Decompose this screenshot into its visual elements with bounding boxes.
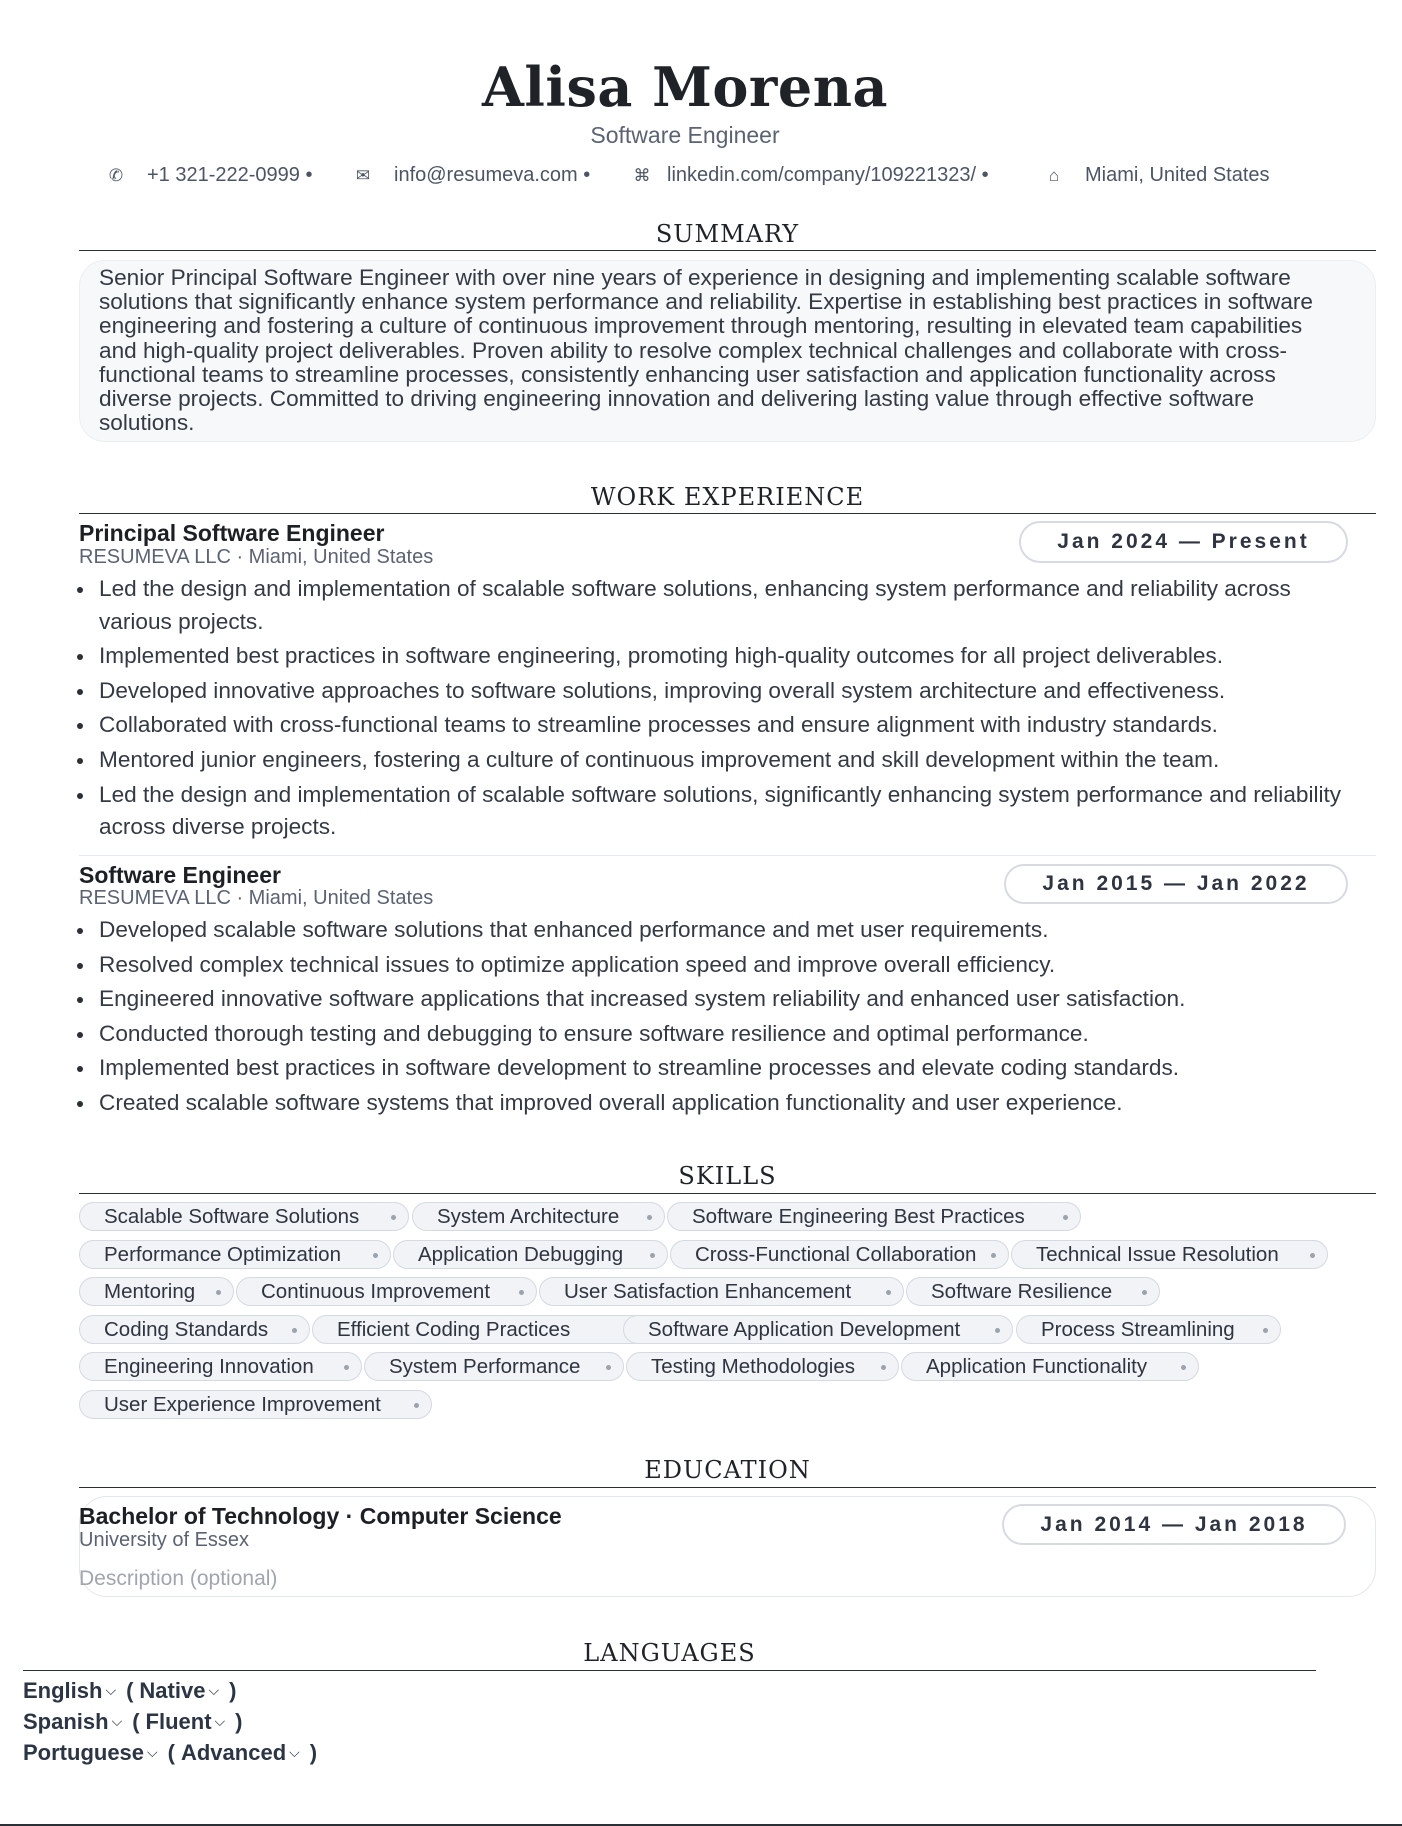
job-company[interactable]: RESUMEVA LLC · Miami, United States	[79, 887, 434, 909]
contact-email[interactable]	[352, 162, 590, 189]
job-title[interactable]: Principal Software Engineer	[79, 520, 385, 546]
language-name: Spanish	[23, 1709, 109, 1734]
chevron-down-icon: ⌵	[105, 1682, 117, 1698]
skill-label: Software Engineering Best Practices	[692, 1205, 1025, 1228]
contact-location[interactable]	[1043, 162, 1270, 189]
skill-label: Performance Optimization	[104, 1242, 341, 1266]
language-row: English ⌵ ( Native ⌵ )	[23, 1678, 237, 1703]
chip-dot-icon[interactable]	[647, 1215, 652, 1220]
skill-chip[interactable]	[670, 1240, 1009, 1269]
education-degree[interactable]: Bachelor of Technology · Computer Science	[79, 1503, 562, 1529]
language-level: Native	[139, 1678, 206, 1703]
chip-dot-icon[interactable]	[373, 1253, 378, 1258]
section-rule	[79, 1193, 1376, 1194]
chevron-down-icon: ⌵	[208, 1682, 220, 1698]
job-date-pill[interactable]: Jan 2024 — Present	[1019, 521, 1348, 563]
skill-label: Scalable Software Solutions	[104, 1205, 360, 1228]
mail-icon: ✉	[355, 166, 371, 185]
skill-chip[interactable]	[901, 1352, 1199, 1381]
language-level: Advanced	[180, 1740, 287, 1765]
skill-chip[interactable]	[79, 1315, 310, 1344]
chip-dot-icon[interactable]	[650, 1253, 655, 1258]
skill-chip[interactable]	[393, 1240, 668, 1269]
section-rule	[79, 513, 1376, 514]
section-title-education: EDUCATION	[644, 1456, 811, 1484]
job-title[interactable]: Software Engineer	[79, 862, 281, 888]
language-name: English	[23, 1678, 103, 1703]
language-level: Fluent	[145, 1709, 212, 1734]
chip-dot-icon[interactable]	[391, 1215, 396, 1220]
skill-chip[interactable]	[236, 1277, 537, 1306]
chevron-down-icon: ⌵	[214, 1713, 226, 1729]
job-bullet[interactable]: Collaborated with cross-functional teams to streamline processes and ensure alignment with industry standards.	[99, 709, 1369, 742]
skill-chip[interactable]	[1016, 1315, 1281, 1344]
skill-label: User Satisfaction Enhancement	[564, 1280, 852, 1303]
chip-dot-icon[interactable]	[292, 1328, 297, 1333]
language-select[interactable]	[23, 1709, 126, 1734]
chevron-down-icon: ⌵	[289, 1744, 300, 1760]
language-row: Spanish ⌵ ( Fluent ⌵ )	[23, 1709, 243, 1734]
contact-linkedin-text: linkedin.com/company/109221323/ •	[667, 164, 989, 186]
job-bullet[interactable]: Created scalable software systems that improved overall application functionality and user experience.	[99, 1087, 1369, 1120]
section-title-languages: LANGUAGES	[583, 1639, 756, 1667]
link-icon: ⌘	[633, 166, 651, 185]
skill-label: Testing Methodologies	[651, 1355, 855, 1378]
chip-dot-icon[interactable]	[1142, 1290, 1147, 1295]
contact-phone[interactable]	[105, 162, 312, 189]
chip-dot-icon[interactable]	[1310, 1253, 1315, 1258]
level-select[interactable]	[146, 1709, 230, 1734]
job-bullets	[99, 573, 1369, 846]
chevron-down-icon: ⌵	[111, 1713, 123, 1729]
language-row: Portuguese ⌵ ( Advanced ⌵ )	[23, 1740, 318, 1765]
skills-list	[79, 1202, 1389, 1427]
skill-chip[interactable]	[539, 1277, 904, 1306]
level-select[interactable]	[139, 1678, 223, 1703]
skill-label: Process Streamlining	[1041, 1317, 1235, 1341]
skill-chip[interactable]	[1011, 1240, 1328, 1269]
chip-dot-icon[interactable]	[344, 1365, 349, 1370]
skills-row	[79, 1315, 1389, 1353]
chip-dot-icon[interactable]	[995, 1328, 1000, 1333]
job-bullet[interactable]: Developed innovative approaches to software solutions, improving overall system architecture and effectiveness.	[99, 675, 1369, 708]
contact-location-text: Miami, United States	[1085, 164, 1270, 186]
contact-linkedin[interactable]	[631, 162, 989, 189]
skill-label: Engineering Innovation	[104, 1355, 314, 1378]
section-rule	[23, 1670, 1316, 1671]
skill-label: Software Application Development	[648, 1317, 961, 1341]
job-bullet[interactable]: Led the design and implementation of scalable software solutions, significantly enhancing system performance and reliability across diverse projects.	[99, 779, 1369, 844]
skill-chip[interactable]	[79, 1352, 362, 1381]
skill-label: Mentoring	[104, 1280, 196, 1303]
chip-dot-icon[interactable]	[886, 1290, 891, 1295]
section-rule	[79, 250, 1376, 251]
skill-chip[interactable]	[364, 1352, 624, 1381]
summary-text[interactable]: Senior Principal Software Engineer with over nine years of experience in designing and implementing scalable software solutions that significantly enhance system performance and reliability. Expertise in establishing best practices in software engineering and fostering a culture of continuous improvement through mentoring, resulting in elevated team capabilities and high-quality project deliverables. Proven ability to resolve complex technical challenges and collaborate with cross-functional teams to streamline processes, consistently enhancing user satisfaction and application functionality across diverse projects. Committed to driving engineering innovation and delivering lasting value through effective software solutions.	[99, 265, 1313, 436]
chip-dot-icon[interactable]	[519, 1290, 524, 1295]
skill-label: Coding Standards	[104, 1317, 269, 1341]
job-date-pill[interactable]: Jan 2015 — Jan 2022	[1004, 864, 1348, 904]
phone-icon: ✆	[108, 166, 124, 185]
job-bullets	[99, 914, 1369, 1122]
contact-phone-text: +1 321-222-0999 •	[147, 164, 313, 186]
skill-chip[interactable]	[623, 1315, 1013, 1344]
skills-row	[79, 1390, 1389, 1428]
home-icon: ⌂	[1048, 166, 1060, 185]
chip-dot-icon[interactable]	[881, 1365, 886, 1370]
skill-label: Technical Issue Resolution	[1036, 1242, 1279, 1266]
job-bullet[interactable]: Resolved complex technical issues to optimize application speed and improve overall efficiency.	[99, 949, 1369, 982]
skill-label: User Experience Improvement	[104, 1392, 381, 1416]
skill-label: Application Debugging	[418, 1242, 624, 1266]
language-select[interactable]	[23, 1740, 162, 1765]
skill-chip[interactable]	[906, 1277, 1160, 1306]
skill-chip[interactable]	[79, 1240, 391, 1269]
skill-chip[interactable]	[79, 1202, 409, 1231]
chip-dot-icon[interactable]	[1063, 1215, 1068, 1220]
education-description-field[interactable]: Description (optional)	[79, 1567, 278, 1590]
job-bullet[interactable]: Implemented best practices in software engineering, promoting high-quality outcomes for all project deliverables.	[99, 640, 1369, 673]
contact-bar	[0, 162, 1402, 188]
section-rule	[79, 1487, 1376, 1488]
contact-email-text: info@resumeva.com •	[394, 164, 591, 186]
skill-label: Software Resilience	[931, 1280, 1113, 1303]
skills-row	[79, 1240, 1389, 1278]
skills-row	[79, 1352, 1389, 1390]
job-divider	[79, 855, 1376, 856]
chip-dot-icon[interactable]	[414, 1403, 419, 1408]
chip-dot-icon[interactable]	[1263, 1328, 1268, 1333]
education-school[interactable]: University of Essex	[79, 1529, 250, 1551]
skill-label: Application Functionality	[926, 1355, 1148, 1378]
section-title-experience: WORK EXPERIENCE	[590, 483, 865, 511]
job-bullet[interactable]: Developed scalable software solutions that enhanced performance and met user requirements.	[99, 914, 1369, 947]
job-bullet[interactable]: Implemented best practices in software development to streamline processes and elevate coding standards.	[99, 1052, 1369, 1085]
skill-label: Continuous Improvement	[261, 1280, 491, 1303]
language-name: Portuguese	[23, 1740, 145, 1765]
skills-row	[79, 1202, 1389, 1240]
skill-chip[interactable]	[79, 1277, 234, 1306]
job-company[interactable]: RESUMEVA LLC · Miami, United States	[79, 546, 434, 568]
chip-dot-icon[interactable]	[991, 1253, 996, 1258]
skill-label: System Performance	[389, 1355, 581, 1378]
job-bullet[interactable]: Mentored junior engineers, fostering a culture of continuous improvement and skill development within the team.	[99, 744, 1369, 777]
skill-chip[interactable]	[79, 1390, 432, 1419]
chip-dot-icon[interactable]	[1181, 1365, 1186, 1370]
chip-dot-icon[interactable]	[606, 1365, 611, 1370]
job-bullet[interactable]: Engineered innovative software applications that increased system reliability and enhanced user satisfaction.	[99, 983, 1369, 1016]
education-date-pill[interactable]: Jan 2014 — Jan 2018	[1002, 1504, 1346, 1545]
skill-label: Efficient Coding Practices	[337, 1317, 571, 1341]
skills-row	[79, 1277, 1389, 1315]
section-title-summary: SUMMARY	[655, 220, 800, 248]
skill-chip[interactable]	[667, 1202, 1081, 1231]
job-bullet[interactable]: Conducted thorough testing and debugging to ensure software resilience and optimal performance.	[99, 1018, 1369, 1051]
skill-label: System Architecture	[437, 1205, 620, 1228]
chevron-down-icon: ⌵	[147, 1744, 158, 1760]
chip-dot-icon[interactable]	[216, 1290, 221, 1295]
candidate-name[interactable]: Alisa Morena	[482, 55, 888, 119]
candidate-role[interactable]: Software Engineer	[590, 122, 780, 148]
section-title-skills: SKILLS	[678, 1162, 777, 1190]
language-select[interactable]	[23, 1678, 120, 1703]
skill-chip[interactable]	[626, 1352, 899, 1381]
job-bullet[interactable]: Led the design and implementation of scalable software solutions, enhancing system performance and reliability across various projects.	[99, 573, 1369, 638]
skill-label: Cross-Functional Collaboration	[695, 1242, 977, 1266]
skill-chip[interactable]	[412, 1202, 665, 1231]
level-select[interactable]	[181, 1740, 304, 1765]
